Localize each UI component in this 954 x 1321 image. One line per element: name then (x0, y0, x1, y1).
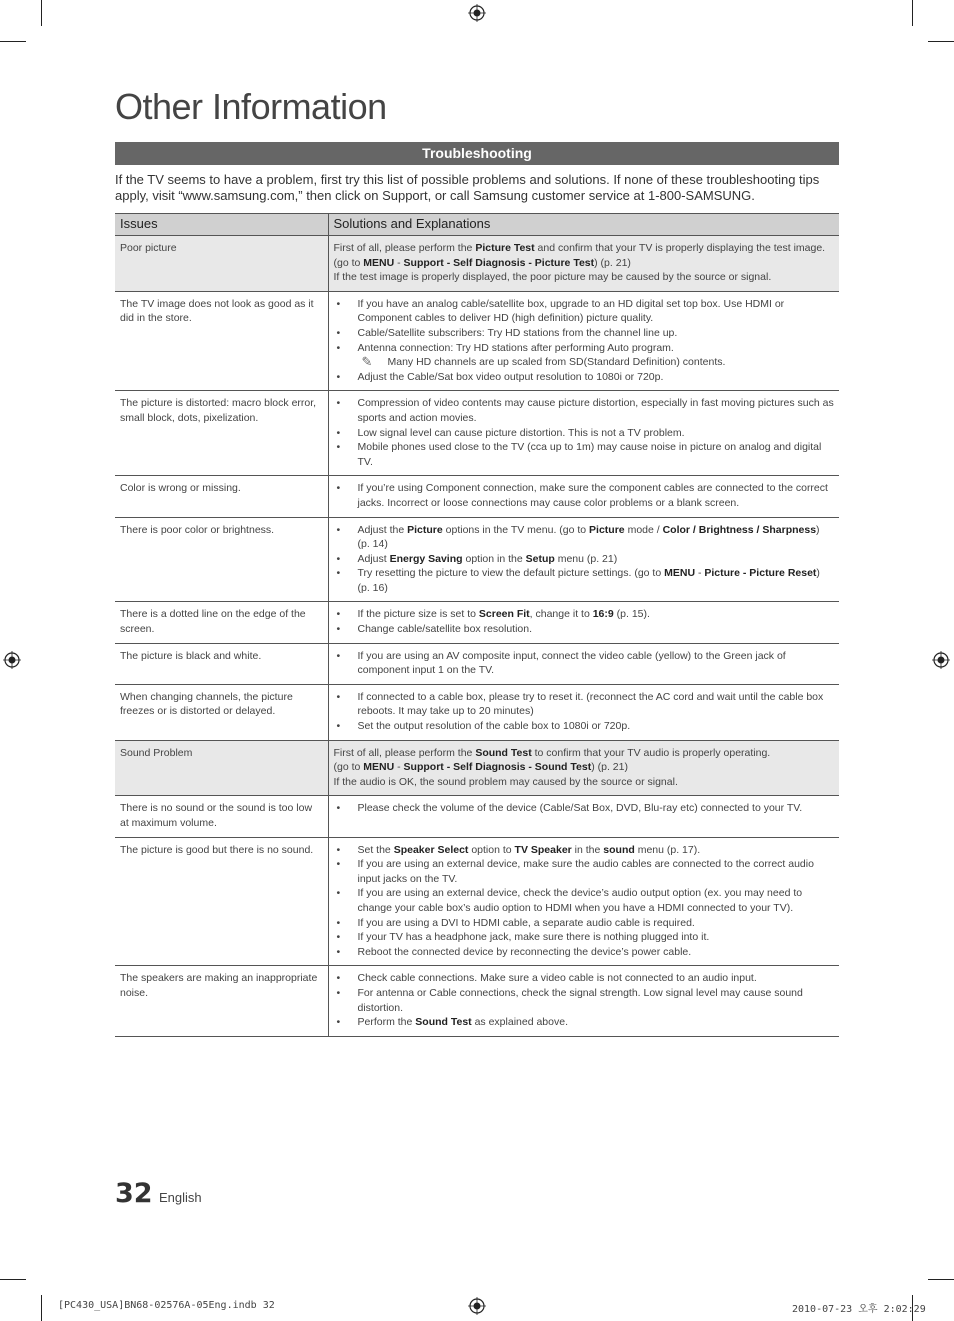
list-item: • Set the output resolution of the cable box to 1080i or 720p. (334, 719, 835, 734)
list-item: • If you’re using Component connection, make sure the component cables are connected to the correct jacks. Incorrect or loose connections may cause color problems or a blank screen. (334, 481, 835, 510)
table-row (115, 236, 839, 292)
column-header-solutions: Solutions and Explanations (328, 214, 839, 236)
pencil-icon: ✎ (361, 354, 373, 370)
table-row (115, 291, 839, 391)
table-row (115, 476, 839, 517)
note-item (334, 355, 835, 370)
issue-cell: When changing channels, the picture freezes or is distorted or delayed. (115, 684, 328, 740)
list-item: • If you are using an external device, check the device’s audio output option (ex. you may need to change your cable box’s audio option to HDMI when you have a HDMI connected to your TV). (334, 886, 835, 915)
table-body (115, 236, 839, 1037)
list-item: • Adjust Energy Saving option in the Setup menu (p. 21) (334, 552, 835, 567)
crop-mark (928, 1279, 954, 1280)
list-item: • Perform the Sound Test as explained above. (334, 1015, 835, 1030)
issue-cell: The picture is black and white. (115, 643, 328, 684)
list-item: • If you are using an AV composite input, connect the video cable (yellow) to the Green jack of component input 1 on the TV. (334, 649, 835, 678)
solution-paragraph: (go to MENU - Support - Self Diagnosis - Sound Test) (p. 21) (333, 761, 628, 774)
list-item: • Please check the volume of the device (Cable/Sat Box, DVD, Blu-ray etc) connected to your TV. (334, 801, 835, 816)
crop-mark (41, 1295, 42, 1321)
solution-cell (328, 966, 839, 1036)
table-row (115, 517, 839, 602)
solution-list (334, 607, 835, 636)
issue-cell: Color is wrong or missing. (115, 476, 328, 517)
table-row (115, 796, 839, 837)
solution-list (334, 649, 835, 678)
list-item: • Mobile phones used close to the TV (cca up to 1m) may cause noise in picture on analog and digital TV. (334, 440, 835, 469)
table-row (115, 643, 839, 684)
issue-cell: There is no sound or the sound is too low at maximum volume. (115, 796, 328, 837)
list-item: • Reboot the connected device by reconnecting the device’s power cable. (334, 945, 835, 960)
list-item: • If your TV has a headphone jack, make sure there is nothing plugged into it. (334, 930, 835, 945)
solution-list (334, 481, 835, 510)
crop-mark (0, 41, 26, 42)
crop-mark (41, 0, 42, 26)
solution-list (334, 396, 835, 469)
solution-cell (328, 476, 839, 517)
list-item: • Try resetting the picture to view the default picture settings. (go to MENU - Picture - Picture Reset) (p. 16) (334, 566, 835, 595)
issue-cell: Sound Problem (115, 740, 328, 796)
list-item: • If you are using a DVI to HDMI cable, a separate audio cable is required. (334, 916, 835, 931)
solution-paragraph: First of all, please perform the Picture Test and confirm that your TV is properly displaying the test image. (go to MENU - Support - Self Diagnosis - Picture Test) (p. 21) (333, 242, 826, 269)
column-header-issues: Issues (115, 214, 328, 236)
table-header-row (115, 214, 839, 236)
list-item: • If you are using an external device, make sure the audio cables are connected to the correct audio input jacks on the TV. (334, 857, 835, 886)
issue-cell: The TV image does not look as good as it did in the store. (115, 291, 328, 391)
issue-cell: There is poor color or brightness. (115, 517, 328, 602)
intro-text: If the TV seems to have a problem, first try this list of possible problems and solutions. If none of these troubleshooting tips apply, visit “www.samsung.com,” then click on Support, or call Samsung customer service at 1-800-SAMSUNG. (115, 172, 820, 203)
list-item: • Check cable connections. Make sure a video cable is not connected to an audio input. (334, 971, 835, 986)
crop-mark (0, 1279, 26, 1280)
solution-cell (328, 602, 839, 643)
solution-list (334, 801, 835, 816)
list-item: • Antenna connection: Try HD stations after performing Auto program. (334, 341, 835, 356)
registration-mark-icon (3, 651, 21, 669)
footer-timestamp: 2010-07-23 오후 2:02:29 (792, 1304, 926, 1315)
registration-mark-icon (468, 4, 486, 22)
solution-list (334, 971, 835, 1029)
solution-list (334, 297, 835, 385)
table-row (115, 837, 839, 966)
footer-file-info: [PC430_USA]BN68-02576A-05Eng.indb 32 (58, 1300, 275, 1311)
page-number: 32 (115, 1178, 153, 1209)
solution-cell (328, 236, 839, 292)
solution-list (334, 843, 835, 960)
solution-cell (328, 796, 839, 837)
solution-paragraph: If the audio is OK, the sound problem may caused by the source or signal. (333, 775, 678, 788)
list-item: • Set the Speaker Select option to TV Speaker in the sound menu (p. 17). (334, 843, 835, 858)
solution-cell (328, 643, 839, 684)
table-row (115, 602, 839, 643)
solution-cell (328, 291, 839, 391)
solution-cell (328, 837, 839, 966)
list-item: • Low signal level can cause picture distortion. This is not a TV problem. (334, 426, 835, 441)
note-text: Many HD channels are up scaled from SD(Standard Definition) contents. (387, 356, 726, 369)
issue-cell: The picture is good but there is no sound. (115, 837, 328, 966)
solution-paragraph: First of all, please perform the Sound Test to confirm that your TV audio is properly operating. (333, 746, 771, 759)
crop-mark (912, 0, 913, 26)
solution-list (334, 690, 835, 734)
table-row (115, 966, 839, 1036)
table-row (115, 740, 839, 796)
issue-cell: The picture is distorted: macro block error, small block, dots, pixelization. (115, 391, 328, 476)
table-row (115, 391, 839, 476)
troubleshooting-table (115, 213, 839, 1037)
solution-cell (328, 740, 839, 796)
issue-cell: The speakers are making an inappropriate noise. (115, 966, 328, 1036)
registration-mark-icon (932, 651, 950, 669)
solution-cell (328, 517, 839, 602)
list-item: • Adjust the Cable/Sat box video output resolution to 1080i or 720p. (334, 370, 835, 385)
section-header: Troubleshooting (115, 142, 839, 165)
list-item: • Cable/Satellite subscribers: Try HD stations from the channel line up. (334, 326, 835, 341)
list-item: • If connected to a cable box, please try to reset it. (reconnect the AC cord and wait until the cable box reboots. It may take up to 20 minutes) (334, 690, 835, 719)
list-item: • Change cable/satellite box resolution. (334, 622, 835, 637)
issue-cell: Poor picture (115, 236, 328, 292)
list-item: • If you have an analog cable/satellite box, upgrade to an HD digital set top box. Use HDMI or Component cables to deliver HD (high definition) picture quality. (334, 297, 835, 326)
page-title: Other Information (115, 86, 387, 127)
crop-mark (928, 41, 954, 42)
solution-cell (328, 391, 839, 476)
page-language: English (159, 1190, 202, 1205)
registration-mark-icon (468, 1297, 486, 1315)
list-item: • For antenna or Cable connections, check the signal strength. Low signal level may cause sound distortion. (334, 986, 835, 1015)
table-row (115, 684, 839, 740)
solution-cell (328, 684, 839, 740)
solution-list (334, 523, 835, 596)
issue-cell: There is a dotted line on the edge of the screen. (115, 602, 328, 643)
solution-paragraph: If the test image is properly displayed, the poor picture may be caused by the source or signal. (333, 271, 772, 284)
list-item: • Adjust the Picture options in the TV menu. (go to Picture mode / Color / Brightness / Sharpness) (p. 14) (334, 523, 835, 552)
list-item: • Compression of video contents may cause picture distortion, especially in fast moving pictures such as sports and action movies. (334, 396, 835, 425)
list-item: • If the picture size is set to Screen Fit, change it to 16:9 (p. 15). (334, 607, 835, 622)
